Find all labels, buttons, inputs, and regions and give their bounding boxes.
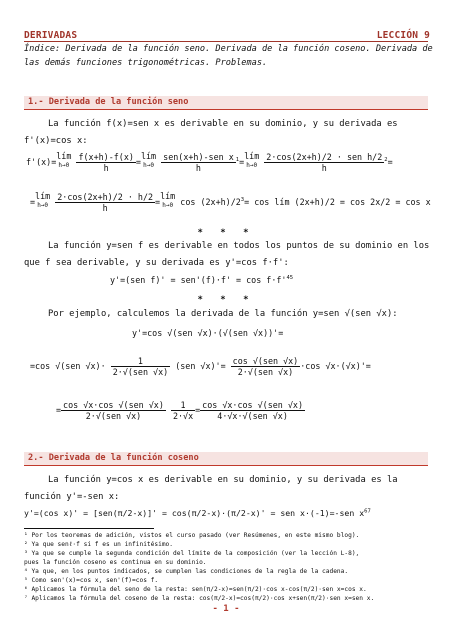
lim-subscript: h→0 [58, 162, 70, 169]
separator-stars-2: * * * [197, 295, 255, 305]
footnote-ref-2[interactable]: 2 [384, 157, 388, 164]
footnote-ref-1[interactable]: 1 [235, 157, 240, 164]
section-heading-2 [24, 452, 428, 466]
separator-stars: * * * [197, 228, 255, 238]
header-title: DERIVADAS [24, 30, 78, 41]
eq-lhs: f'(x)= [26, 157, 57, 167]
section-title-1: 1.- Derivada de la función seno [28, 97, 189, 107]
fraction: $\frac{1}{\text{2·√(sen √x)}}$ [112, 356, 169, 377]
index-text: Índice: Derivada de la función seno. Derivada de la función coseno. Derivada de las demás funciones trigonométricas. Problemas. [24, 44, 433, 68]
footnote-ref-6[interactable]: 6 [364, 508, 368, 515]
footnote-5: ⁵ Como sen'(x)=cos x, sen'(f)=cos f. [24, 577, 159, 584]
example-equation-1: y'=cos √(sen √x)·(√(sen √x))'= [132, 328, 284, 338]
section1-chain-rule-text: La función y=sen f es derivable en todos los puntos de su dominio en los que f sea derivable, y su derivada es y'=cos f·f': [24, 241, 430, 268]
footnote-divider [24, 528, 154, 529]
footnote-2: ² Ya que senℓ·f si f es un infinitésimo. [24, 541, 173, 548]
footnote-ref-3[interactable]: 3 [240, 197, 245, 204]
section-title-2: 2.- Derivada de la función coseno [28, 453, 199, 463]
fraction: $\frac{\text{cos √x·cos √(sen √x)}}{\text{4·√x·√(sen √x)}}$ [202, 400, 303, 421]
footnote-ref-5[interactable]: 5 [289, 275, 294, 282]
equation-chain-rule: y'=(sen $f)' = sen'(f)\cdot f' = \cos f\cdot f'^{45}$ [110, 275, 294, 285]
example-intro: Por ejemplo, calculemos la derivada de la función y=sen √(sen √x): [48, 309, 398, 319]
fraction: $\frac{\text{sen(x+h)-sen x}}{h}$ [163, 152, 234, 173]
example-equation-3: = $\frac{\text{cos √x·cos √(sen √x)}}{\text{2·√(sen √x)}}$ $\frac{1}{2\cdot√x}$ = $\frac{\text{cos √x·cos √(sen √x)}}{\text{4·√x·√(sen √x)}}$ [56, 400, 303, 421]
lim-symbol: lím [56, 151, 72, 161]
page-number: - 1 - [212, 604, 240, 614]
footnote-3-cont: pues la función coseno es continua en su dominio. [24, 559, 207, 566]
footnote-6: ⁶ Aplicamos la fórmula del seno de la resta: sen(π/2-x)=sen(π/2)·cos x-cos(π/2)·sen x=cos x. [24, 586, 367, 593]
footnote-ref-7[interactable]: 7 [367, 508, 371, 515]
section2-intro: La función y=cos x es derivable en su dominio, y su derivada es la función y'=-sen x: [24, 475, 398, 502]
header-lesson: LECCIÓN 9 [376, 30, 430, 41]
footnote-3: ³ Ya que se cumple la segunda condición del límite de la composición (ver la lección L-8), [24, 550, 360, 557]
fraction: $\frac{2\cdot\cos(2x+h)/2 \cdot h/2}{h}$ [57, 192, 154, 213]
equation-cos-derivative: y'=(cos x)' = [sen(π/2-x)]' = cos(π/2-x)·(π/2-x)' = sen x·(-1)=-sen $x^{67}$ [24, 508, 371, 518]
footnote-ref-4[interactable]: 4 [286, 275, 290, 282]
equation-derivative-definition: f'(x)=lím h→0 $\frac{f(x+h)-f(x)}{h}$ =lím h→0 $\frac{\text{sen(x+h)-sen x}}{h}$ $^1$=lím h→0 $\frac{\text{2·cos(2x+h)/2 · sen h/2}}{h}$ $^2$= [26, 151, 393, 173]
eq-cos-term: cos (2x+h)/2 [180, 197, 241, 207]
fraction: $\frac{\text{cos √(sen √x)}}{\text{2·√(sen √x)}}$ [232, 356, 299, 377]
fraction: $\frac{1}{2\cdot√x}$ [172, 400, 194, 421]
equation-limit-result: =lím h→0 $\frac{2\cdot\cos(2x+h)/2 \cdot h/2}{h}$ =lím h→0 $\cos (2x+h)/2^3= \cos$ lím (2x+h)/2 = cos 2x/2 = cos x [30, 191, 431, 213]
footnote-1: ¹ Por los teoremas de adición, vistos el curso pasado (ver Resúmenes, en este mismo blog). [24, 532, 360, 539]
fraction: $\frac{f(x+h)-f(x)}{h}$ [78, 152, 134, 173]
footnote-4: ⁴ Ya que, en los puntos indicados, se cumplen las condiciones de la regla de la cadena. [24, 568, 349, 575]
eq-final-cos: cos lím (2x+h)/2 = cos 2x/2 = cos x [254, 197, 431, 207]
fraction: $\frac{\text{cos √x·cos √(sen √x)}}{\text{2·√(sen √x)}}$ [63, 400, 164, 421]
section1-intro: La función f(x)=sen x es derivable en su dominio, y su derivada es f'(x)=cos x: [24, 119, 398, 146]
example-equation-2: =cos √(sen √x)· $\frac{1}{\text{2·√(sen √x)}}$ (sen √x)'= $\frac{\text{cos √(sen √x)}}{\text{2·√(sen √x)}}$ ·cos √x·(√x)'= [30, 356, 371, 377]
fraction: $\frac{\text{2·cos(2x+h)/2 · sen h/2}}{h}$ [266, 152, 383, 173]
section-heading-1 [24, 96, 428, 110]
footnote-7: ⁷ Aplicamos la fórmula del coseno de la resta: cos(π/2-x)=cos(π/2)·cos x+sen(π/2)·sen x=sen x. [24, 595, 375, 602]
